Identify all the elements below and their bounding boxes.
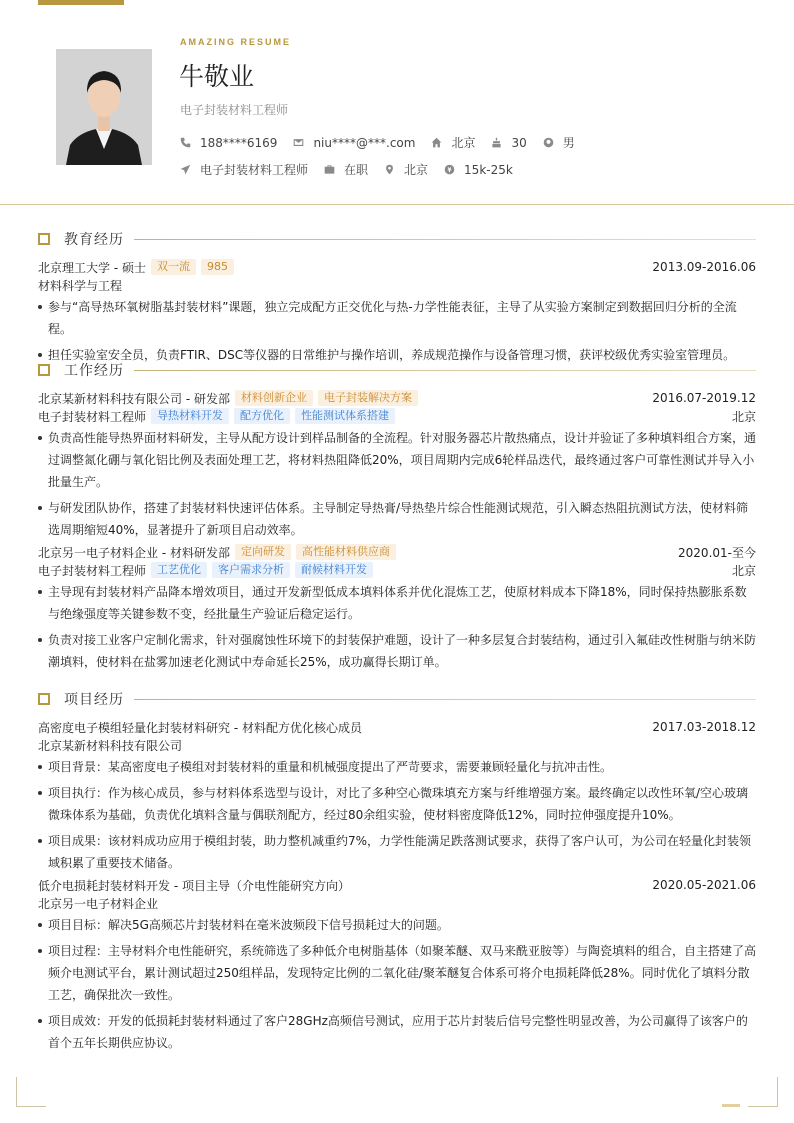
gender-info bbox=[543, 134, 575, 151]
target-city-text: 北京 bbox=[404, 163, 429, 177]
entry-subheader bbox=[38, 894, 756, 912]
list-item: 项目目标：解决5G高频芯片封装材料在毫米波频段下信号损耗过大的问题。 bbox=[38, 914, 756, 936]
briefcase-icon bbox=[324, 164, 335, 175]
money-icon bbox=[444, 164, 455, 175]
project-org: 北京另一电子材料企业 bbox=[38, 896, 159, 911]
bullet-list bbox=[38, 914, 756, 1054]
age-info bbox=[491, 136, 526, 150]
entry-city: 北京 bbox=[731, 563, 756, 578]
section-title: 教育经历 bbox=[64, 232, 124, 248]
salary-info bbox=[444, 163, 513, 177]
corner-decoration-right bbox=[748, 1077, 778, 1107]
entry-city: 北京 bbox=[731, 409, 756, 424]
tag: 985 bbox=[201, 259, 234, 275]
home-icon bbox=[431, 137, 442, 148]
section-title: 工作经历 bbox=[64, 363, 124, 379]
section-divider bbox=[134, 699, 756, 700]
entry-header bbox=[38, 258, 756, 276]
cake-icon bbox=[491, 137, 502, 148]
entry-date: 2016.07-2019.12 bbox=[652, 391, 756, 405]
bullet-list bbox=[38, 756, 756, 874]
list-item: 项目成果：该材料成功应用于模组封装，助力整机减重约7%，力学性能满足跌落测试要求，获得了客户认可，为公司在轻量化封装领域积累了重要技术储备。 bbox=[38, 830, 756, 874]
major: 材料科学与工程 bbox=[38, 278, 123, 293]
company-name: 北京某新材料科技有限公司 - 研发部 bbox=[38, 391, 230, 406]
section-marker-icon bbox=[38, 364, 50, 376]
send-icon bbox=[180, 164, 191, 175]
section-marker-icon bbox=[38, 233, 50, 245]
bullet-list bbox=[38, 427, 756, 541]
residence-text: 北京 bbox=[451, 136, 476, 150]
resume-header bbox=[0, 0, 794, 205]
phone-info bbox=[180, 136, 277, 150]
work-section bbox=[38, 361, 756, 673]
entry-subheader bbox=[38, 736, 756, 754]
list-item: 项目背景：某高密度电子模组对封装材料的重量和机械强度提出了严苛要求，需要兼顾轻量化与抗冲击性。 bbox=[38, 756, 756, 778]
list-item: 参与“高导热环氧树脂基封装材料”课题，独立完成配方正交优化与热-力学性能表征，主导了从实验方案制定到数据回归分析的全流程。 bbox=[38, 296, 756, 340]
section-header bbox=[38, 690, 756, 708]
tag: 定向研发 bbox=[235, 544, 291, 560]
project-org: 北京某新材料科技有限公司 bbox=[38, 738, 183, 753]
tag: 高性能材料供应商 bbox=[296, 544, 396, 560]
section-title: 项目经历 bbox=[64, 692, 124, 708]
entry-subheader bbox=[38, 561, 756, 579]
list-item: 与研发团队协作，搭建了封装材料快速评估体系。主导制定导热膏/导热垫片综合性能测试规范，引入瞬态热阻抗测试方法，使材料筛选周期缩短40%，显著提升了新项目启动效率。 bbox=[38, 497, 756, 541]
resume-tagline: AMAZING RESUME bbox=[180, 37, 291, 47]
section-divider bbox=[134, 239, 756, 240]
entry-subheader bbox=[38, 407, 756, 425]
location-icon bbox=[384, 164, 395, 175]
list-item: 项目过程：主导材料介电性能研究，系统筛选了多种低介电树脂基体（如聚苯醚、双马来酰亚胺等）与陶瓷填料的组合，自主搭建了高频介电测试平台，累计测试超过250组样品，发现特定比例的二氧化硅/聚苯醚复合体系可将介电损耗降低28%。同时优化了填料分散工艺，确保批次一致性。 bbox=[38, 940, 756, 1006]
project-name: 低介电损耗封装材料开发 - 项目主导（介电性能研究方向） bbox=[38, 878, 350, 893]
phone-text: 188****6169 bbox=[200, 135, 278, 150]
avatar bbox=[56, 49, 152, 165]
project-name: 高密度电子模组轻量化封装材料研究 - 材料配方优化核心成员 bbox=[38, 720, 362, 735]
project-section bbox=[38, 690, 756, 1054]
section-divider bbox=[134, 370, 756, 371]
role-name: 电子封装材料工程师 bbox=[38, 563, 147, 578]
residence-info bbox=[431, 134, 475, 151]
bullet-list bbox=[38, 296, 756, 366]
entry-date: 2017.03-2018.12 bbox=[652, 720, 756, 734]
email-info bbox=[293, 136, 415, 150]
tag: 材料创新企业 bbox=[235, 390, 313, 406]
gender-text: 男 bbox=[562, 136, 575, 150]
entry-date: 2013.09-2016.06 bbox=[652, 260, 756, 274]
education-section bbox=[38, 230, 756, 366]
tag: 电子封装解决方案 bbox=[318, 390, 418, 406]
candidate-name: 牛敬业 bbox=[179, 62, 255, 91]
salary-text: 15k-25k bbox=[464, 162, 513, 177]
entry-date: 2020.05-2021.06 bbox=[652, 878, 756, 892]
phone-icon bbox=[180, 137, 191, 148]
tag: 工艺优化 bbox=[151, 562, 207, 578]
tag: 性能测试体系搭建 bbox=[295, 408, 395, 424]
mail-icon bbox=[293, 137, 304, 148]
entry-header bbox=[38, 718, 756, 736]
age-text: 30 bbox=[511, 135, 527, 150]
section-header bbox=[38, 361, 756, 379]
tag: 客户需求分析 bbox=[212, 562, 290, 578]
entry-header bbox=[38, 389, 756, 407]
bottom-accent-bar bbox=[722, 1104, 740, 1107]
list-item: 项目执行：作为核心成员，参与材料体系选型与设计，对比了多种空心微珠填充方案与纤维增强方案。最终确定以改性环氧/空心玻璃微珠体系为基础，负责优化填料含量与偶联剂配方，经过80余组实验，使材料密度降低12%，同时拉伸强度提升10%。 bbox=[38, 782, 756, 826]
gender-icon bbox=[543, 137, 554, 148]
candidate-title: 电子封装材料工程师 bbox=[180, 103, 289, 117]
school-name: 北京理工大学 - 硕士 bbox=[38, 260, 146, 275]
entry-header bbox=[38, 543, 756, 561]
education-entry bbox=[38, 258, 756, 366]
job-status-text: 在职 bbox=[344, 163, 369, 177]
email-text: niu****@***.com bbox=[313, 135, 416, 150]
tag: 导热材料开发 bbox=[151, 408, 229, 424]
section-header bbox=[38, 230, 756, 248]
entry-date: 2020.01-至今 bbox=[678, 545, 756, 560]
list-item: 负责高性能导热界面材料研发，主导从配方设计到样品制备的全流程。针对服务器芯片散热痛点，设计并验证了多种填料组合方案，通过调整氮化硼与氧化铝比例及表面处理工艺，将材料热阻降低20%，项目周期内完成6轮样品迭代，最终通过客户可靠性测试并导入小批量生产。 bbox=[38, 427, 756, 493]
project-entry bbox=[38, 876, 756, 1054]
tag: 双一流 bbox=[151, 259, 196, 275]
work-entry bbox=[38, 543, 756, 673]
tag: 耐候材料开发 bbox=[295, 562, 373, 578]
avatar-photo bbox=[56, 49, 152, 165]
entry-header bbox=[38, 876, 756, 894]
list-item: 项目成效：开发的低损耗封装材料通过了客户28GHz高频信号测试，应用于芯片封装后信号完整性明显改善，为公司赢得了该客户的首个五年长期供应协议。 bbox=[38, 1010, 756, 1054]
tag: 配方优化 bbox=[234, 408, 290, 424]
corner-decoration-left bbox=[16, 1077, 46, 1107]
bullet-list bbox=[38, 581, 756, 673]
section-marker-icon bbox=[38, 693, 50, 705]
target-position-text: 电子封装材料工程师 bbox=[200, 163, 309, 177]
role-name: 电子封装材料工程师 bbox=[38, 409, 147, 424]
list-item: 担任实验室安全员，负责FTIR、DSC等仪器的日常维护与操作培训，养成规范操作与设备管理习惯，获评校级优秀实验室管理员。 bbox=[38, 344, 756, 366]
target-city-info bbox=[384, 161, 428, 178]
job-status-info bbox=[324, 161, 368, 178]
list-item: 负责对接工业客户定制化需求，针对强腐蚀性环境下的封装保护难题，设计了一种多层复合封装结构，通过引入氟硅改性树脂与纳米防潮填料，使材料在盐雾加速老化测试中寿命延长25%，成功赢得长期订单。 bbox=[38, 629, 756, 673]
company-name: 北京另一电子材料企业 - 材料研发部 bbox=[38, 545, 230, 560]
work-entry bbox=[38, 389, 756, 541]
contact-row bbox=[180, 134, 591, 151]
target-position-info bbox=[180, 161, 308, 178]
entry-subheader bbox=[38, 276, 756, 294]
list-item: 主导现有封装材料产品降本增效项目，通过开发新型低成本填料体系并优化混炼工艺，使原材料成本下降18%，同时保持热膨胀系数与绝缘强度等关键参数不变，经批量生产验证后稳定运行。 bbox=[38, 581, 756, 625]
project-entry bbox=[38, 718, 756, 874]
job-intent-row bbox=[180, 161, 529, 178]
